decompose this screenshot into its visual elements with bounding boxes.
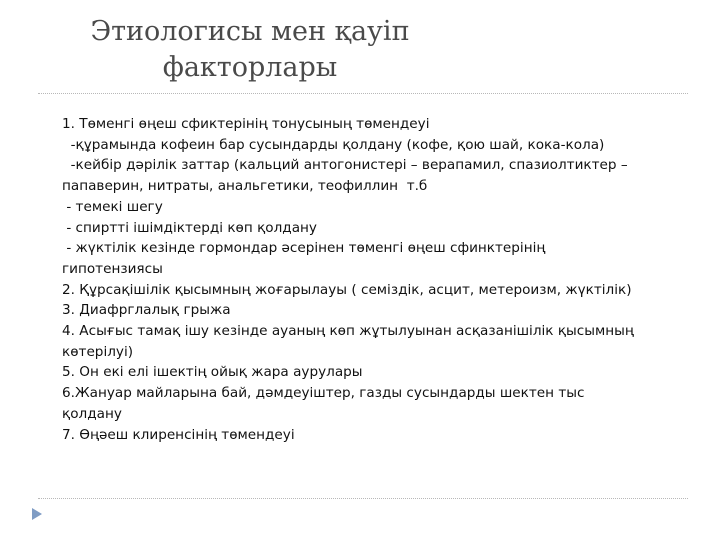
body-line: 2. Құрсақішілік қысымның жоғарылауы ( семіздік, асцит, метероизм, жүктілік) [62,281,632,298]
body-line: -құрамында кофеин бар сусындарды қолдану (кофе, қою шай, кока-кола) [62,136,605,153]
body-line: -кейбір дәрілік заттар (кальций антогонистері – верапамил, спазиолтиктер – [62,157,628,174]
body-line: қолдану [62,405,122,422]
slide-body [62,114,672,445]
body-line: 3. Диафрглалық грыжа [62,302,231,319]
body-line: 6.Жануар майларына бай, дәмдеуіштер, газды сусындарды шектен тыс [62,385,585,402]
triangle-bullet-icon [32,508,42,520]
body-line: - жүктілік кезінде гормондар әсерінен төменгі өңеш сфинктерінің [62,240,546,257]
body-line: гипотензиясы [62,260,163,277]
body-line: көтерілуі) [62,343,134,360]
slide-title [60,14,440,86]
body-line: 4. Асығыс тамақ ішу кезінде ауаның көп жұтылуынан асқазанішілік қысымның [62,323,634,340]
body-line: папаверин, нитраты, анальгетики, теофиллин т.б [62,178,428,195]
title-line-2: факторлары [162,52,338,83]
body-line: 1. Төменгі өңеш сфиктерінің тонусының төмендеуі [62,116,430,132]
body-line: 7. Өңәеш клиренсінің төмендеуі [62,426,295,443]
bottom-divider [38,498,688,499]
body-line: 5. Он екі елі ішектің ойық жара аурулары [62,364,363,381]
title-line-1: Этиологисы мен қауіп [90,16,410,47]
body-line: - темекі шегу [62,198,163,215]
top-divider [38,93,688,94]
body-line: - спиртті ішімдіктерді көп қолдану [62,219,317,236]
